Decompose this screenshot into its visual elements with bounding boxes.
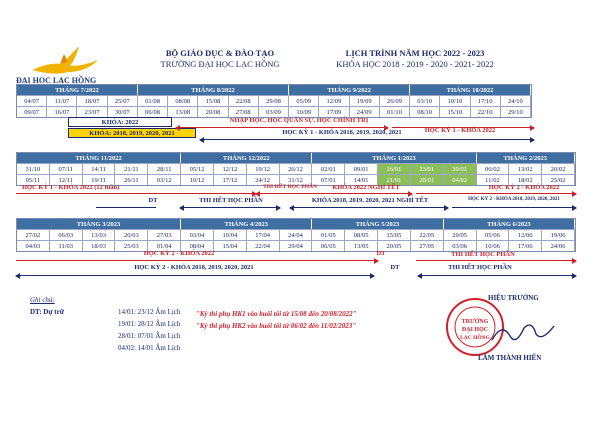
week-end-cell: 24/06 [542, 240, 575, 251]
week-end-cell: 01/04 [148, 240, 181, 251]
week-end-cell: 13/05 [345, 240, 378, 251]
handwritten-signature-icon [488, 318, 558, 348]
week-start-cell: 20/03 [115, 229, 148, 240]
week-end-cell: 25/03 [115, 240, 148, 251]
week-start-cell: 19/09 [350, 95, 380, 106]
week-end-cell: 18/03 [83, 240, 116, 251]
week-start-cell: 02/01 [312, 163, 345, 174]
week-end-cell: 27/05 [411, 240, 444, 251]
ministry-name: BỘ GIÁO DỤC & ĐÀO TẠO [165, 48, 275, 58]
week-start-cell: 28/11 [148, 163, 181, 174]
week-end-cell: 24/12 [247, 174, 280, 185]
week-start-cell: 06/02 [477, 163, 510, 174]
hk2-old-small-label: HỌC KỲ 2 - KHÓA 2018, 2019, 2020, 2021 [468, 197, 560, 202]
hk1-old-label: HỌC KỲ 1 - KHÓA 2018, 2019, 2020, 2021 [282, 129, 402, 136]
week-end-cell: 16/07 [47, 106, 77, 117]
week-end-cell: 22/04 [247, 240, 280, 251]
week-end-cell: 08/04 [181, 240, 214, 251]
week-start-cell: 24/10 [501, 95, 531, 106]
week-end-cell: 03/12 [148, 174, 181, 185]
week-end-cell: 29/10 [501, 106, 531, 117]
week-end-cell: 03/09 [259, 106, 289, 117]
month-header: THÁNG 6/2023 [444, 219, 575, 229]
month-header: THÁNG 12/2022 [181, 153, 312, 163]
week-start-cell: 19/12 [247, 163, 280, 174]
intro-arrow [176, 127, 388, 128]
week-end-cell: 26/11 [115, 174, 148, 185]
logo-text: ĐẠI HỌC LẠC HỒNG [16, 76, 97, 85]
week-start-cell: 06/03 [50, 229, 83, 240]
dt-label: DT [148, 197, 158, 204]
week-start-cell: 05/09 [289, 95, 319, 106]
week-end-cell: 07/01 [312, 174, 345, 185]
week-start-cell: 11/07 [47, 95, 77, 106]
exam-arrow-r3 [418, 275, 576, 276]
month-header: THÁNG 10/2022 [410, 85, 531, 95]
week-start-cell: 05/06 [477, 229, 510, 240]
signer-name: LÂM THÀNH HIỂN [478, 354, 542, 362]
week-start-cell: 22/08 [229, 95, 259, 106]
week-start-cell: 17/04 [247, 229, 280, 240]
week-end-cell: 11/03 [50, 240, 83, 251]
week-start-cell: 30/01 [444, 163, 477, 174]
week-start-cell: 22/05 [411, 229, 444, 240]
week-end-cell: 24/09 [350, 106, 380, 117]
week-start-cell: 03/10 [410, 95, 440, 106]
week-end-cell: 20/08 [198, 106, 228, 117]
week-start-cell: 07/11 [50, 163, 83, 174]
page-title: LỊCH TRÌNH NĂM HỌC 2022 - 2023 [345, 48, 485, 58]
week-end-cell: 15/04 [214, 240, 247, 251]
lunar-note: 19/01: 28/12 Âm Lịch [118, 320, 181, 328]
calendar-grid-row2 [16, 152, 576, 186]
week-end-cell: 12/11 [50, 174, 83, 185]
week-start-cell: 08/05 [345, 229, 378, 240]
week-end-cell: 17/09 [319, 106, 349, 117]
signer-role: HIỆU TRƯỞNG [488, 294, 539, 302]
exam-label-r3-red: THI HẾT HỌC PHẦN [451, 251, 515, 258]
month-header: THÁNG 1/2023 [312, 153, 476, 163]
month-header: THÁNG 3/2023 [17, 219, 181, 229]
week-start-cell: 03/04 [181, 229, 214, 240]
dt-label-r3-red: DT [376, 250, 386, 257]
hk2-2022-arrow-r3 [16, 260, 378, 261]
hk2-2022-label: HỌC KỲ 2 - KHÓA 2022 [488, 184, 560, 191]
week-start-cell: 08/08 [168, 95, 198, 106]
hk1-resit-note: "Kỳ thi phụ HK1 vào buổi tối từ 15/08 đến 20/08/2022" [196, 310, 357, 318]
week-start-cell: 20/02 [542, 163, 575, 174]
hk1-2022-12w-label: HỌC KỲ 1 - KHÓA 2022 (12 tuần) [22, 184, 120, 191]
bird-logo-icon [24, 40, 104, 80]
week-start-cell: 27/03 [148, 229, 181, 240]
week-start-cell: 29/08 [259, 95, 289, 106]
hk2-resit-note: "Kỳ thi phụ HK2 vào buổi tối từ 06/02 đến 11/02/2023" [196, 322, 357, 330]
week-start-cell: 21/11 [115, 163, 148, 174]
week-end-cell: 22/10 [471, 106, 501, 117]
week-start-cell: 13/02 [509, 163, 542, 174]
week-start-cell: 23/01 [411, 163, 444, 174]
tet-2022-arrow [256, 193, 412, 194]
month-header: THÁNG 4/2023 [181, 219, 312, 229]
exam-arrow-r3-red [416, 260, 576, 261]
dt-line [96, 207, 156, 208]
exam-arrow [180, 207, 280, 208]
week-end-cell: 10/06 [477, 240, 510, 251]
month-header: THÁNG 7/2022 [17, 85, 138, 95]
week-start-cell: 14/11 [83, 163, 116, 174]
week-end-cell: 11/02 [477, 174, 510, 185]
month-header: THÁNG 2/2023 [477, 153, 575, 163]
week-start-cell: 15/05 [378, 229, 411, 240]
week-end-cell: 01/10 [380, 106, 410, 117]
lunar-note: 04/02: 14/01 Âm Lịch [118, 344, 181, 352]
week-end-cell: 19/11 [83, 174, 116, 185]
week-start-cell: 09/01 [345, 163, 378, 174]
exam-small-label: THI HẾT HỌC PHẦN [263, 184, 317, 190]
week-start-cell: 26/12 [280, 163, 313, 174]
week-start-cell: 17/10 [471, 95, 501, 106]
week-start-cell: 15/08 [198, 95, 228, 106]
lunar-note: 14/01: 23/12 Âm Lịch [118, 308, 181, 316]
svg-text:LẠC HỒNG: LẠC HỒNG [460, 335, 490, 341]
svg-text:ĐẠI HỌC: ĐẠI HỌC [461, 327, 489, 333]
week-end-cell: 25/02 [542, 174, 575, 185]
calendar-grid-row1 [16, 84, 532, 118]
week-start-cell: 27/02 [17, 229, 50, 240]
week-end-cell: 06/05 [312, 240, 345, 251]
week-end-cell: 18/02 [509, 174, 542, 185]
week-end-cell: 21/01 [378, 174, 411, 185]
week-start-cell: 12/06 [509, 229, 542, 240]
week-start-cell: 16/01 [378, 163, 411, 174]
week-start-cell: 01/08 [138, 95, 168, 106]
week-end-cell: 30/07 [108, 106, 138, 117]
week-end-cell: 28/01 [411, 174, 444, 185]
hk2-2022-label-r3: HỌC KỲ 2 - KHÓA 2022 [143, 250, 215, 257]
week-start-cell: 26/09 [380, 95, 410, 106]
hk2-old-arrow [452, 207, 576, 208]
week-end-cell: 31/12 [280, 174, 313, 185]
tet-old-label: KHÓA 2018, 2019, 2020, 2021 NGHỈ TẾT [311, 197, 429, 204]
hk2-old-label-r3: HỌC KỲ 2 - KHÓA 2018, 2019, 2020, 2021 [134, 264, 254, 271]
week-end-cell: 13/08 [168, 106, 198, 117]
exam-label-r3: THI HẾT HỌC PHẦN [448, 264, 512, 271]
dt-label-r3: DT [390, 264, 400, 271]
cohort-subtitle: KHÓA HỌC 2018 - 2019 - 2020 - 2021- 2022 [336, 59, 494, 69]
week-start-cell: 31/10 [17, 163, 50, 174]
week-end-cell: 04/03 [17, 240, 50, 251]
hk2-old-arrow-r3 [16, 275, 374, 276]
week-end-cell: 03/06 [444, 240, 477, 251]
week-start-cell: 12/09 [319, 95, 349, 106]
khoa-old-label: KHÓA: 2018, 2019, 2020, 2021 [68, 128, 196, 138]
week-end-cell: 17/06 [509, 240, 542, 251]
hk2-2022-arrow [416, 193, 576, 194]
hk1-old-arrow [200, 139, 534, 140]
week-end-cell: 17/12 [214, 174, 247, 185]
week-end-cell: 08/10 [410, 106, 440, 117]
week-end-cell: 20/05 [378, 240, 411, 251]
dt-note: DT: Dự trữ [30, 308, 64, 316]
month-header: THÁNG 8/2022 [138, 85, 289, 95]
week-start-cell: 13/03 [83, 229, 116, 240]
week-start-cell: 25/07 [108, 95, 138, 106]
week-start-cell: 04/07 [17, 95, 47, 106]
week-end-cell: 29/04 [280, 240, 313, 251]
week-end-cell: 10/12 [181, 174, 214, 185]
hk1-2022-label: HỌC KỲ 1 - KHÓA 2022 [424, 127, 496, 134]
week-start-cell: 12/12 [214, 163, 247, 174]
week-end-cell: 27/08 [229, 106, 259, 117]
week-start-cell: 05/12 [181, 163, 214, 174]
university-logo [16, 40, 104, 90]
signature-scribble [488, 318, 558, 348]
week-start-cell: 10/10 [440, 95, 470, 106]
svg-text:TRƯỜNG: TRƯỜNG [461, 319, 489, 325]
week-end-cell: 15/10 [440, 106, 470, 117]
hk1-2022-12w-arrow [16, 193, 256, 194]
week-start-cell: 19/06 [542, 229, 575, 240]
week-end-cell: 14/01 [345, 174, 378, 185]
week-start-cell: 24/04 [280, 229, 313, 240]
month-header: THÁNG 11/2022 [17, 153, 181, 163]
week-end-cell: 04/02 [444, 174, 477, 185]
week-end-cell: 05/11 [17, 174, 50, 185]
lunar-note: 28/01: 07/01 Âm Lịch [118, 332, 181, 340]
notes-heading: Ghi chú: [30, 296, 55, 304]
hk1-2022-arrow [392, 127, 534, 128]
week-start-cell: 10/04 [214, 229, 247, 240]
tet-old-arrow [290, 207, 448, 208]
month-header: THÁNG 9/2022 [289, 85, 410, 95]
week-start-cell: 18/07 [77, 95, 107, 106]
week-end-cell: 10/09 [289, 106, 319, 117]
khoa-2022-label: KHÓA: 2022 [68, 117, 172, 127]
week-end-cell: 09/07 [17, 106, 47, 117]
exam-label: THI HẾT HỌC PHẦN [199, 197, 263, 204]
week-start-cell: 01/05 [312, 229, 345, 240]
month-header: THÁNG 5/2023 [312, 219, 443, 229]
tet-2022-label: KHÓA 2022 NGHỈ TẾT [332, 184, 400, 191]
university-name: TRƯỜNG ĐẠI HỌC LẠC HỒNG [160, 59, 280, 69]
week-start-cell: 29/05 [444, 229, 477, 240]
calendar-grid-row3 [16, 218, 576, 252]
week-end-cell: 06/08 [138, 106, 168, 117]
intro-period-label: NHẬP HỌC, HỌC QUÂN SỰ, HỌC CHÍNH TRỊ [229, 117, 369, 124]
week-end-cell: 23/07 [77, 106, 107, 117]
